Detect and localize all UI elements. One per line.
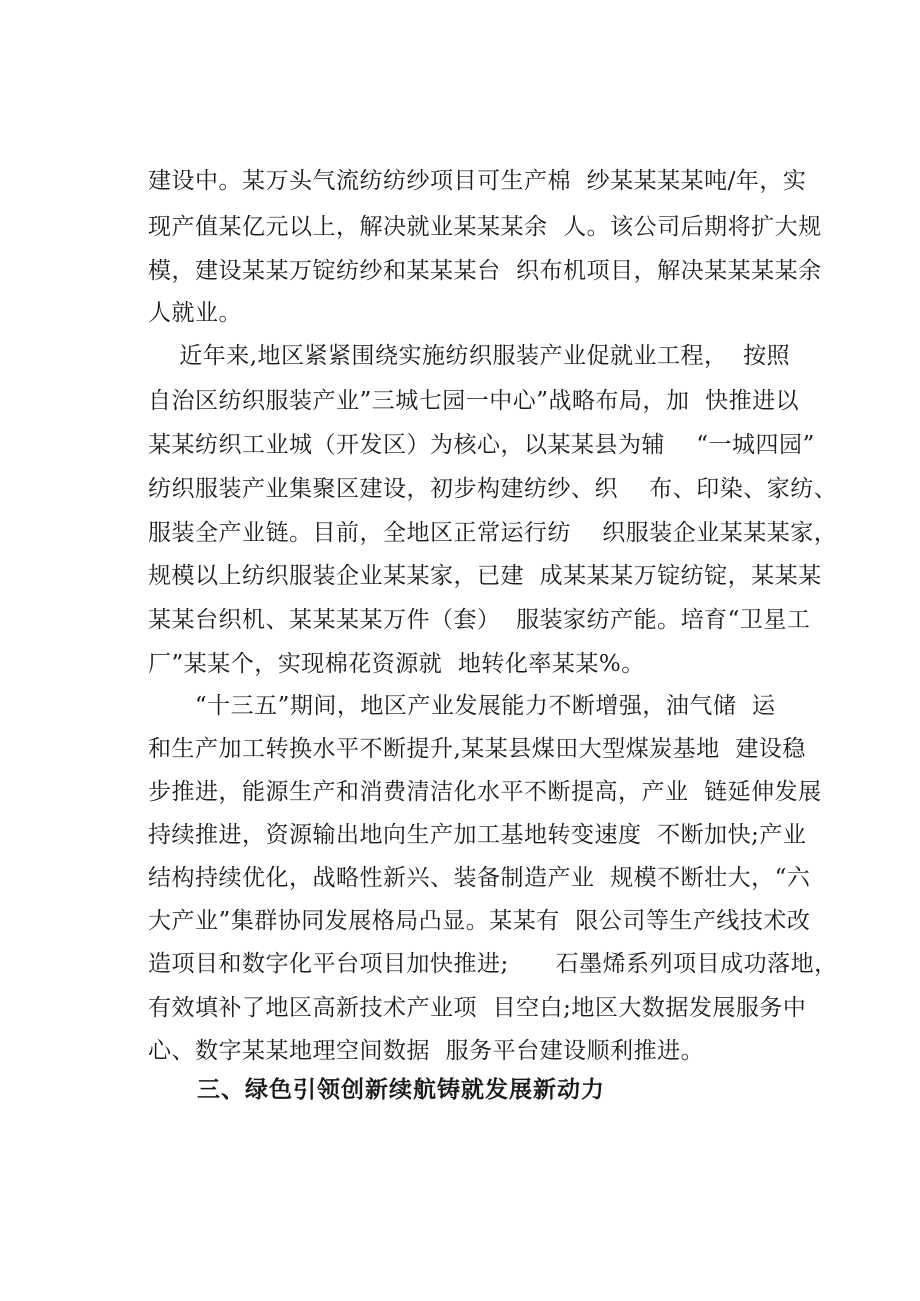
paragraph-line: 纺织服装产业集聚区建设，初步构建纺纱、织 布、印染、家纺、 bbox=[148, 476, 838, 502]
paragraph-line: “十三五”期间，地区产业发展能力不断增强，油气储 运 bbox=[148, 693, 776, 719]
paragraph-line: 人就业。 bbox=[148, 300, 242, 326]
paragraph-line: 服装全产业链。目前，全地区正常运行纺 织服装企业某某某家， bbox=[148, 520, 838, 546]
paragraph-line: 持续推进，资源输出地向生产加工基地转变速度 不断加快;产业 bbox=[148, 822, 807, 848]
paragraph-line: 步推进，能源生产和消费清洁化水平不断提高，产业 链延伸发展 bbox=[148, 779, 822, 805]
paragraph-line: 结构持续优化，战略性新兴、装备制造产业 规模不断壮大，“六 bbox=[148, 865, 811, 891]
paragraph-line: 现产值某亿元以上，解决就业某某某余 人。该公司后期将扩大规 bbox=[148, 214, 822, 240]
paragraph-line: 规模以上纺织服装企业某某家，已建 成某某某万锭纺锭，某某某 bbox=[148, 563, 822, 589]
section-heading: 三、绿色引领创新续航铸就发展新动力 bbox=[197, 1077, 605, 1103]
paragraph-line: 近年来,地区紧紧围绕实施纺织服装产业促就业工程， 按照 bbox=[148, 343, 791, 369]
paragraph-line: 厂”某某个，实现棉花资源就 地转化率某某%。 bbox=[148, 651, 645, 677]
paragraph-line: 造项目和数字化平台项目加快推进; 石墨烯系列项目成功落地， bbox=[148, 951, 838, 977]
paragraph-line: 模，建设某某万锭纺纱和某某某台 织布机项目，解决某某某某余 bbox=[148, 258, 822, 284]
paragraph-line: 某某纺织工业城（开发区）为核心，以某某县为辅 “一城四园” bbox=[148, 432, 815, 458]
paragraph-line: 某某台织机、某某某某万件（套） 服装家纺产能。培育“卫星工 bbox=[148, 607, 811, 633]
paragraph-line: 大产业”集群协同发展格局凸显。某某有 限公司等生产线技术改 bbox=[148, 908, 811, 934]
paragraph-line: 和生产加工转换水平不断提升,某某县煤田大型煤炭基地 建设稳 bbox=[148, 736, 806, 762]
paragraph-line: 有效填补了地区高新技术产业项 目空白;地区大数据发展服务中 bbox=[148, 995, 807, 1021]
paragraph-line: 建设中。某万头气流纺纺纱项目可生产棉 纱某某某某吨/年，实 bbox=[148, 168, 807, 194]
paragraph-line: 自治区纺织服装产业”三城七园一中心”战略布局，加 快推进以 bbox=[148, 388, 800, 414]
paragraph-line: 心、数字某某地理空间数据 服务平台建设顺利推进。 bbox=[148, 1038, 705, 1064]
